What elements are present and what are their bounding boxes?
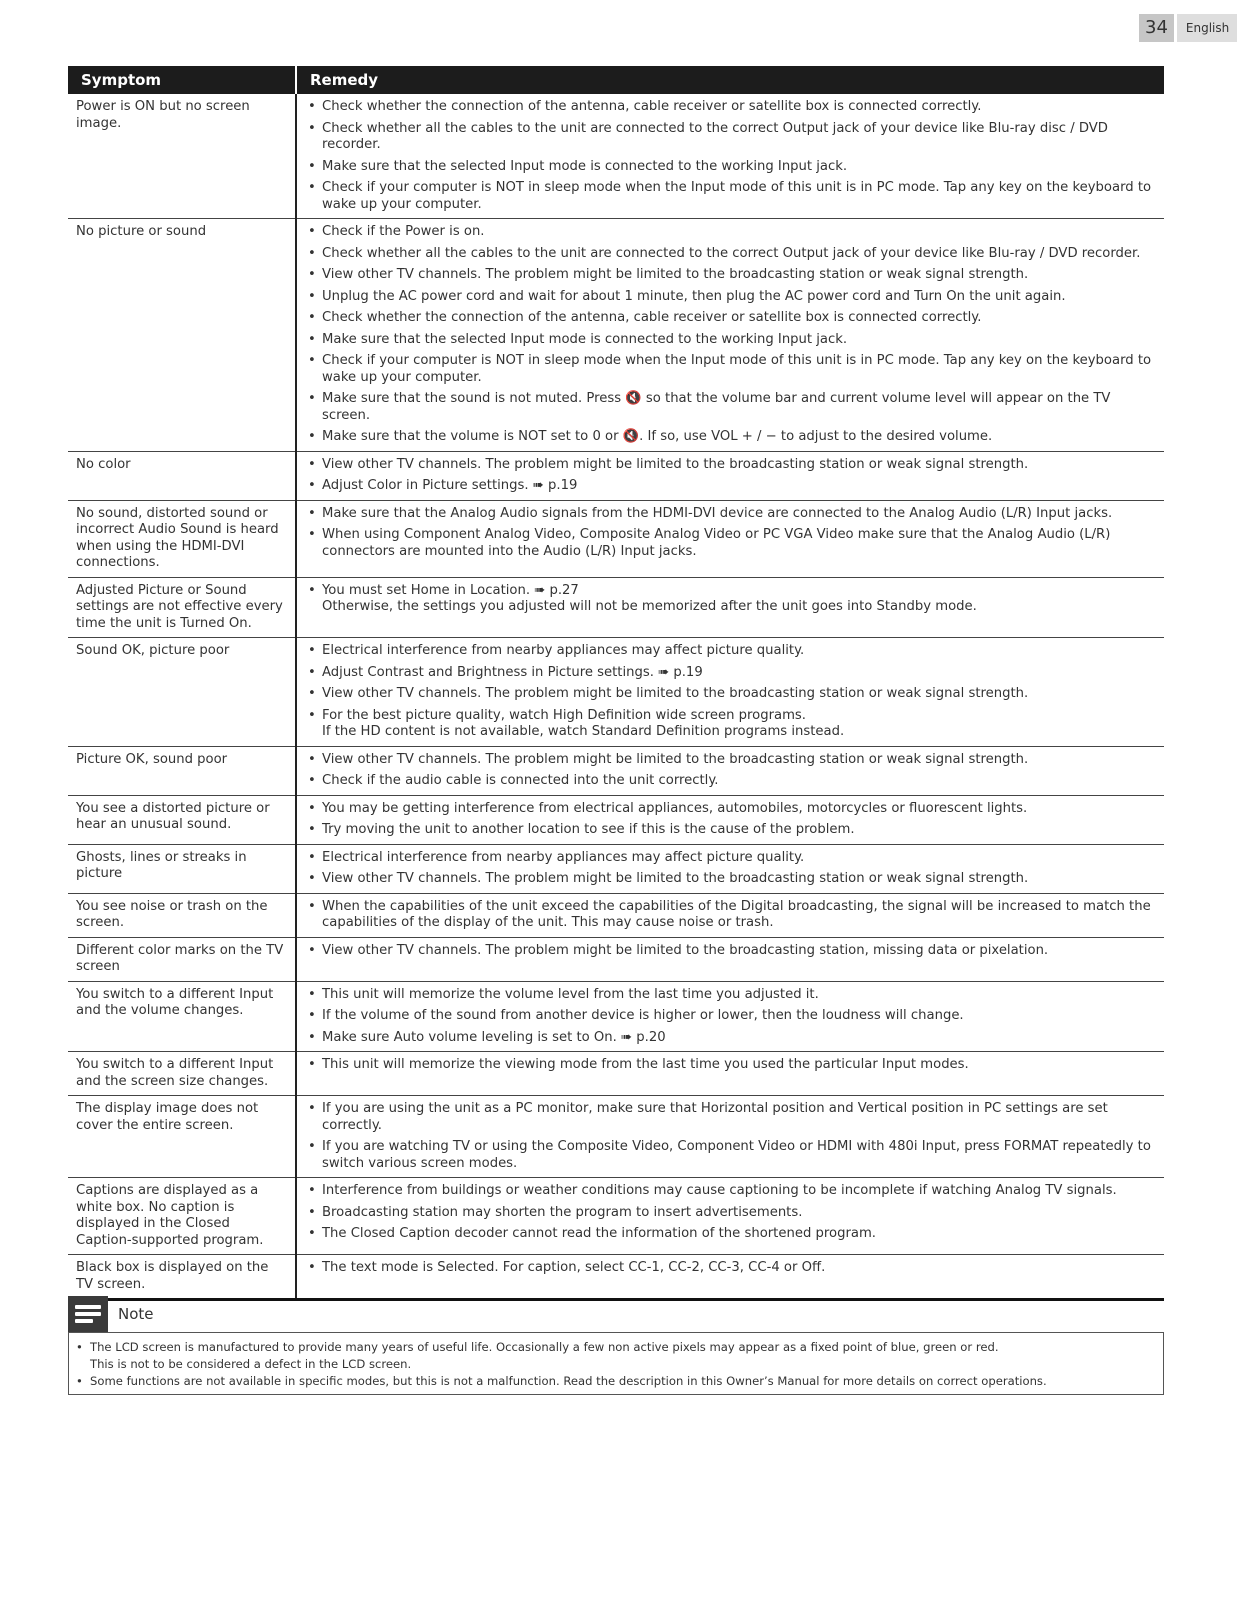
- remedy-cell: [296, 500, 1164, 577]
- symptom-header: Symptom: [68, 66, 296, 94]
- symptom-cell: The display image does not cover the entire screen.: [68, 1096, 296, 1178]
- remedy-item: • You may be getting interference from electrical appliances, automobiles, motorcycles or fluorescent lights.: [307, 801, 1154, 818]
- table-row: [68, 893, 1164, 937]
- remedy-cell: [296, 746, 1164, 795]
- remedy-cell: [296, 1052, 1164, 1096]
- symptom-cell: Ghosts, lines or streaks in picture: [68, 844, 296, 893]
- remedy-item: • When using Component Analog Video, Composite Analog Video or PC VGA Video make sure that the Analog Audio (L/R) connectors are mounted into the Audio (L/R) Input jacks.: [307, 527, 1154, 560]
- table-row: [68, 746, 1164, 795]
- remedy-item: • This unit will memorize the viewing mode from the last time you used the particular Input modes.: [307, 1057, 1154, 1074]
- symptom-cell: You switch to a different Input and the screen size changes.: [68, 1052, 296, 1096]
- remedy-item: • If you are using the unit as a PC monitor, make sure that Horizontal position and Vertical position in PC settings are set correctly.: [307, 1101, 1154, 1134]
- note-header: [68, 1296, 1164, 1332]
- remedy-item: • Check if your computer is NOT in sleep mode when the Input mode of this unit is in PC mode. Tap any key on the keyboard to wake up your computer.: [307, 180, 1154, 213]
- remedy-item: • Check whether all the cables to the unit are connected to the correct Output jack of your device like Blu-ray / DVD recorder.: [307, 246, 1154, 263]
- remedy-cell: [296, 981, 1164, 1052]
- remedy-item: • The text mode is Selected. For caption, select CC-1, CC-2, CC-3, CC-4 or Off.: [307, 1260, 1154, 1277]
- remedy-item: • View other TV channels. The problem might be limited to the broadcasting station, missing data or pixelation.: [307, 943, 1154, 960]
- remedy-item: • Broadcasting station may shorten the program to insert advertisements.: [307, 1205, 1154, 1222]
- table-row: [68, 1255, 1164, 1300]
- symptom-cell: Black box is displayed on the TV screen.: [68, 1255, 296, 1300]
- symptom-cell: You see a distorted picture or hear an unusual sound.: [68, 795, 296, 844]
- remedy-cell: [296, 1096, 1164, 1178]
- table-header-row: [68, 66, 1164, 94]
- symptom-cell: No color: [68, 451, 296, 500]
- remedy-item: • Electrical interference from nearby appliances may affect picture quality.: [307, 850, 1154, 867]
- remedy-item: • Check whether the connection of the antenna, cable receiver or satellite box is connected correctly.: [307, 310, 1154, 327]
- note-icon: [68, 1296, 108, 1332]
- remedy-cell: [296, 844, 1164, 893]
- table-row: [68, 1178, 1164, 1255]
- remedy-item: • View other TV channels. The problem might be limited to the broadcasting station or weak signal strength.: [307, 267, 1154, 284]
- remedy-cell: [296, 937, 1164, 981]
- note-line: • The LCD screen is manufactured to provide many years of useful life. Occasionally a few non active pixels may appear as a fixed point of blue, green or red.: [75, 1339, 1153, 1355]
- remedy-item: • Check if the Power is on.: [307, 224, 1154, 241]
- remedy-item: • Check if your computer is NOT in sleep mode when the Input mode of this unit is in PC mode. Tap any key on the keyboard to wake up your computer.: [307, 353, 1154, 386]
- symptom-cell: Different color marks on the TV screen: [68, 937, 296, 981]
- symptom-cell: Captions are displayed as a white box. No caption is displayed in the Closed Caption-supported program.: [68, 1178, 296, 1255]
- troubleshooting-table: [68, 66, 1164, 1301]
- remedy-item: • Unplug the AC power cord and wait for about 1 minute, then plug the AC power cord and Turn On the unit again.: [307, 289, 1154, 306]
- remedy-item: • Electrical interference from nearby appliances may affect picture quality.: [307, 643, 1154, 660]
- note-section: [68, 1296, 1164, 1395]
- remedy-item: • Check whether the connection of the antenna, cable receiver or satellite box is connected correctly.: [307, 99, 1154, 116]
- symptom-cell: No sound, distorted sound or incorrect Audio Sound is heard when using the HDMI-DVI connections.: [68, 500, 296, 577]
- table-row: [68, 577, 1164, 638]
- remedy-item: • You must set Home in Location. ➠ p.27: [307, 583, 1154, 600]
- remedy-item: • Adjust Contrast and Brightness in Picture settings. ➠ p.19: [307, 665, 1154, 682]
- remedy-item: • Make sure Auto volume leveling is set to On. ➠ p.20: [307, 1030, 1154, 1047]
- table-row: [68, 795, 1164, 844]
- remedy-item: • Make sure that the Analog Audio signals from the HDMI-DVI device are connected to the Analog Audio (L/R) Input jacks.: [307, 506, 1154, 523]
- remedy-item: • If the volume of the sound from another device is higher or lower, then the loudness will change.: [307, 1008, 1154, 1025]
- remedy-item: • View other TV channels. The problem might be limited to the broadcasting station or weak signal strength.: [307, 457, 1154, 474]
- remedy-item: • The Closed Caption decoder cannot read the information of the shortened program.: [307, 1226, 1154, 1243]
- remedy-cell: [296, 451, 1164, 500]
- remedy-item: • Check if the audio cable is connected into the unit correctly.: [307, 773, 1154, 790]
- symptom-cell: You switch to a different Input and the volume changes.: [68, 981, 296, 1052]
- remedy-cell: [296, 1178, 1164, 1255]
- remedy-item: • View other TV channels. The problem might be limited to the broadcasting station or weak signal strength.: [307, 752, 1154, 769]
- remedy-item: • View other TV channels. The problem might be limited to the broadcasting station or weak signal strength.: [307, 871, 1154, 888]
- symptom-cell: Adjusted Picture or Sound settings are not effective every time the unit is Turned On.: [68, 577, 296, 638]
- page-indicator: [1139, 14, 1237, 42]
- table-row: [68, 1052, 1164, 1096]
- table-row: [68, 219, 1164, 452]
- note-line: • Some functions are not available in specific modes, but this is not a malfunction. Read the description in this Owner’s Manual for more details on correct operations.: [75, 1373, 1153, 1389]
- symptom-cell: No picture or sound: [68, 219, 296, 452]
- symptom-cell: Power is ON but no screen image.: [68, 94, 296, 219]
- remedy-item: • This unit will memorize the volume level from the last time you adjusted it.: [307, 987, 1154, 1004]
- remedy-item: • Try moving the unit to another location to see if this is the cause of the problem.: [307, 822, 1154, 839]
- remedy-item: • Make sure that the selected Input mode is connected to the working Input jack.: [307, 332, 1154, 349]
- table-row: [68, 638, 1164, 747]
- table-row: [68, 1096, 1164, 1178]
- remedy-item: • Make sure that the volume is NOT set to 0 or 🔇. If so, use VOL + / − to adjust to the desired volume.: [307, 429, 1154, 446]
- remedy-item: • Make sure that the selected Input mode is connected to the working Input jack.: [307, 159, 1154, 176]
- remedy-item: • Check whether all the cables to the unit are connected to the correct Output jack of your device like Blu-ray disc / DVD recorder.: [307, 121, 1154, 154]
- remedy-item: • When the capabilities of the unit exceed the capabilities of the Digital broadcasting, the signal will be increased to match the capabilities of the display of the unit. This may cause noise or trash.: [307, 899, 1154, 932]
- remedy-item: • Interference from buildings or weather conditions may cause captioning to be incomplete if watching Analog TV signals.: [307, 1183, 1154, 1200]
- remedy-cell: [296, 893, 1164, 937]
- note-title: Note: [118, 1305, 154, 1323]
- table-row: [68, 451, 1164, 500]
- table-row: [68, 844, 1164, 893]
- remedy-cell: [296, 94, 1164, 219]
- remedy-item: • Adjust Color in Picture settings. ➠ p.19: [307, 478, 1154, 495]
- remedy-item-continuation: If the HD content is not available, watch Standard Definition programs instead.: [322, 724, 845, 739]
- table-row: [68, 937, 1164, 981]
- symptom-cell: Sound OK, picture poor: [68, 638, 296, 747]
- remedy-item: • If you are watching TV or using the Composite Video, Component Video or HDMI with 480i Input, press FORMAT repeatedly to switch various screen modes.: [307, 1139, 1154, 1172]
- table-row: [68, 500, 1164, 577]
- remedy-item: • View other TV channels. The problem might be limited to the broadcasting station or weak signal strength.: [307, 686, 1154, 703]
- page-number: 34: [1139, 14, 1174, 42]
- remedy-cell: [296, 577, 1164, 638]
- symptom-cell: Picture OK, sound poor: [68, 746, 296, 795]
- remedy-item: • Make sure that the sound is not muted. Press 🔇 so that the volume bar and current volume level will appear on the TV screen.: [307, 391, 1154, 424]
- remedy-cell: [296, 1255, 1164, 1300]
- note-box: [68, 1332, 1164, 1395]
- troubleshooting-table-wrapper: [68, 66, 1164, 1301]
- remedy-cell: [296, 795, 1164, 844]
- remedy-header: Remedy: [296, 66, 1164, 94]
- remedy-cell: [296, 638, 1164, 747]
- table-row: [68, 981, 1164, 1052]
- remedy-item-continuation: Otherwise, the settings you adjusted will not be memorized after the unit goes into Standby mode.: [322, 599, 977, 614]
- language-label: English: [1177, 14, 1237, 42]
- remedy-item: • For the best picture quality, watch High Definition wide screen programs.: [307, 708, 1154, 725]
- table-row: [68, 94, 1164, 219]
- symptom-cell: You see noise or trash on the screen.: [68, 893, 296, 937]
- remedy-cell: [296, 219, 1164, 452]
- note-line-continuation: This is not to be considered a defect in the LCD screen.: [90, 1357, 412, 1371]
